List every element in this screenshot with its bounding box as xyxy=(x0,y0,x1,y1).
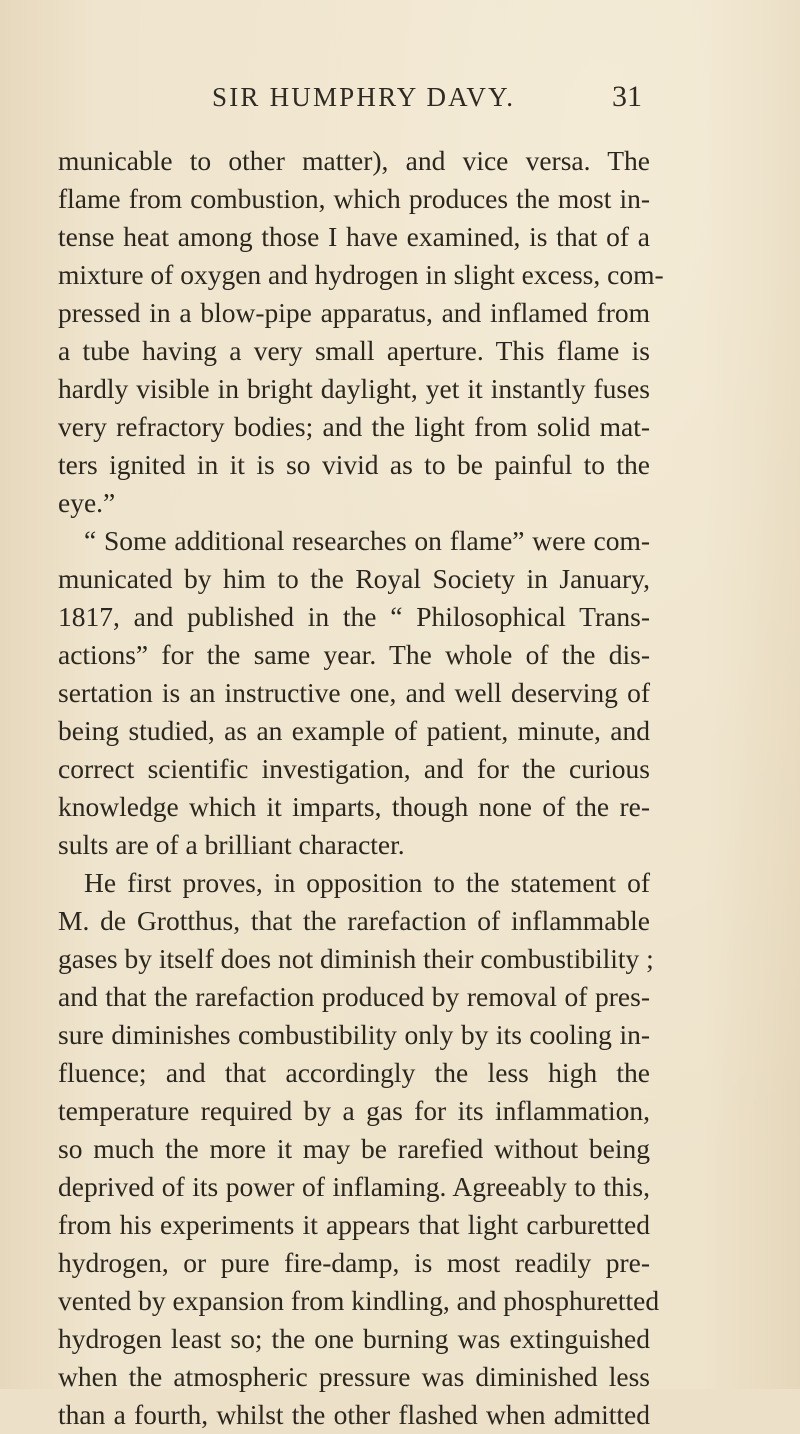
text-line: municated by him to the Royal Society in January, xyxy=(58,563,650,594)
text-line: tense heat among those I have examined, is that of a xyxy=(58,221,650,252)
text-line: hydrogen, or pure fire-damp, is most readily pre- xyxy=(58,1247,650,1278)
text-line: pressed in a blow-pipe apparatus, and inflamed from xyxy=(58,297,650,328)
text-line: so much the more it may be rarefied without being xyxy=(58,1133,650,1164)
text-line: M. de Grotthus, that the rarefaction of inflammable xyxy=(58,905,650,936)
text-line: “ Some additional researches on flame” were com- xyxy=(84,525,650,556)
text-line: sure diminishes combustibility only by its cooling in- xyxy=(58,1019,650,1050)
text-line: very refractory bodies; and the light from solid mat- xyxy=(58,411,650,442)
text-line: when the atmospheric pressure was diminished less xyxy=(58,1361,650,1392)
text-line: hardly visible in bright daylight, yet it instantly fuses xyxy=(58,373,650,404)
text-line: hydrogen least so; the one burning was extinguished xyxy=(58,1323,650,1354)
text-line: actions” for the same year. The whole of the dis- xyxy=(58,639,650,670)
text-line: eye.” xyxy=(58,487,116,518)
page-number: 31 xyxy=(612,80,642,113)
text-line: vented by expansion from kindling, and phosphuretted xyxy=(58,1285,660,1316)
text-line: He first proves, in opposition to the statement of xyxy=(84,867,650,898)
body-text xyxy=(58,142,664,1434)
text-line: knowledge which it imparts, though none of the re- xyxy=(58,791,650,822)
text-line: mixture of oxygen and hydrogen in slight excess, com- xyxy=(58,259,664,290)
text-line: from his experiments it appears that light carburetted xyxy=(58,1209,650,1240)
page-header xyxy=(0,82,800,122)
text-line: flame from combustion, which produces the most in- xyxy=(58,183,650,214)
text-line: correct scientific investigation, and for the curious xyxy=(58,753,650,784)
text-line: gases by itself does not diminish their combustibility ; xyxy=(58,943,654,974)
text-line: ters ignited in it is so vivid as to be painful to the xyxy=(58,449,650,480)
text-line: temperature required by a gas for its inflammation, xyxy=(58,1095,650,1126)
running-head: SIR HUMPHRY DAVY. xyxy=(212,82,516,112)
text-line: fluence; and that accordingly the less high the xyxy=(58,1057,650,1088)
text-line: deprived of its power of inflaming. Agreeably to this, xyxy=(58,1171,650,1202)
text-line: than a fourth, whilst the other flashed when admitted xyxy=(58,1399,650,1430)
text-line: municable to other matter), and vice versa. The xyxy=(58,145,650,176)
text-line: sults are of a brilliant character. xyxy=(58,829,405,860)
text-line: and that the rarefaction produced by removal of pres- xyxy=(58,981,650,1012)
text-line: a tube having a very small aperture. This flame is xyxy=(58,335,650,366)
text-line: sertation is an instructive one, and well deserving of xyxy=(58,677,650,708)
text-line: 1817, and published in the “ Philosophical Trans- xyxy=(58,601,650,632)
text-line: being studied, as an example of patient, minute, and xyxy=(58,715,650,746)
